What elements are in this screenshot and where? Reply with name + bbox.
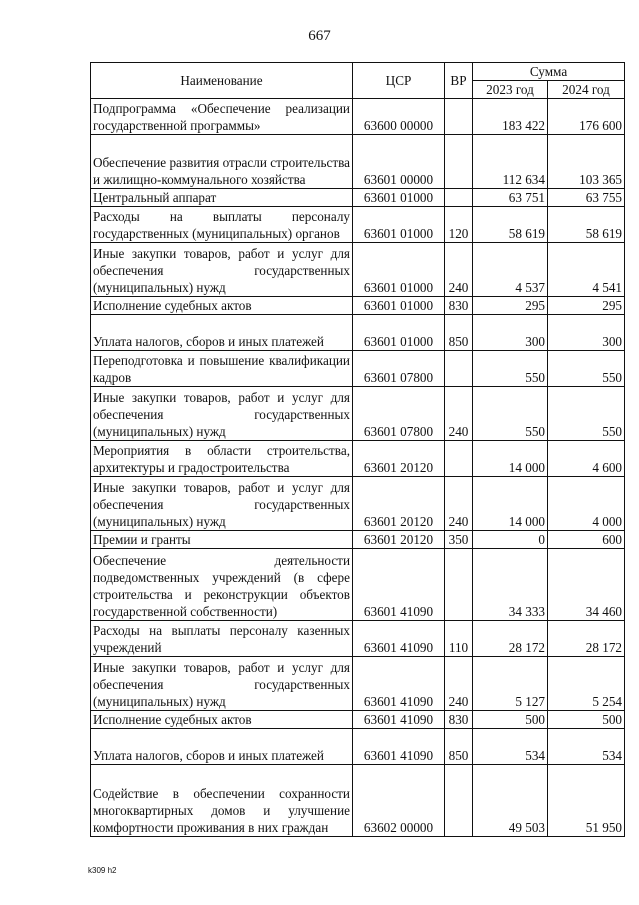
table-row (91, 99, 625, 135)
table-body (91, 99, 625, 837)
header-name: Наименование (91, 63, 353, 99)
row-name-cell: Уплата налогов, сборов и иных платежей (91, 315, 353, 351)
row-amount-2024: 550 (548, 351, 625, 387)
row-csr-cell: 63601 41090 (353, 657, 445, 711)
row-csr-cell: 63602 00000 (353, 765, 445, 837)
row-amount-2024: 58 619 (548, 207, 625, 243)
row-vr-cell: 240 (445, 477, 473, 531)
row-amount-2024: 500 (548, 711, 625, 729)
row-vr-cell: 850 (445, 729, 473, 765)
row-amount-2023: 0 (473, 531, 548, 549)
row-name-cell: Содействие в обеспечении сохранности многоквартирных домов и улучшение комфортности проживания в них граждан (91, 765, 353, 837)
row-name-cell: Центральный аппарат (91, 189, 353, 207)
header-vr: ВР (445, 63, 473, 99)
table-row (91, 765, 625, 837)
row-csr-cell: 63601 07800 (353, 351, 445, 387)
row-amount-2023: 112 634 (473, 135, 548, 189)
row-vr-cell: 120 (445, 207, 473, 243)
row-amount-2023: 28 172 (473, 621, 548, 657)
table-row (91, 189, 625, 207)
table-row (91, 297, 625, 315)
row-csr-cell: 63601 41090 (353, 549, 445, 621)
table-row (91, 657, 625, 711)
row-amount-2024: 34 460 (548, 549, 625, 621)
row-amount-2024: 600 (548, 531, 625, 549)
row-name-cell: Премии и гранты (91, 531, 353, 549)
row-vr-cell: 240 (445, 387, 473, 441)
row-amount-2024: 63 755 (548, 189, 625, 207)
row-amount-2024: 4 600 (548, 441, 625, 477)
row-vr-cell: 830 (445, 297, 473, 315)
table-row (91, 531, 625, 549)
row-amount-2024: 295 (548, 297, 625, 315)
row-amount-2023: 14 000 (473, 477, 548, 531)
row-amount-2024: 51 950 (548, 765, 625, 837)
row-amount-2023: 63 751 (473, 189, 548, 207)
row-vr-cell (445, 549, 473, 621)
row-amount-2024: 103 365 (548, 135, 625, 189)
row-name-cell: Иные закупки товаров, работ и услуг для обеспечения государственных (муниципальных) нужд (91, 477, 353, 531)
row-vr-cell (445, 351, 473, 387)
row-vr-cell (445, 99, 473, 135)
row-vr-cell: 350 (445, 531, 473, 549)
row-csr-cell: 63601 20120 (353, 477, 445, 531)
row-csr-cell: 63601 41090 (353, 711, 445, 729)
row-vr-cell: 240 (445, 243, 473, 297)
row-vr-cell (445, 441, 473, 477)
row-amount-2023: 300 (473, 315, 548, 351)
row-csr-cell: 63601 01000 (353, 243, 445, 297)
row-amount-2023: 58 619 (473, 207, 548, 243)
row-amount-2024: 534 (548, 729, 625, 765)
table-row (91, 711, 625, 729)
table-row (91, 477, 625, 531)
row-name-cell: Исполнение судебных актов (91, 711, 353, 729)
row-csr-cell: 63601 41090 (353, 621, 445, 657)
row-name-cell: Обеспечение деятельности подведомственных учреждений (в сфере строительства и реконструкции объектов государственной собственности) (91, 549, 353, 621)
row-amount-2023: 14 000 (473, 441, 548, 477)
row-amount-2023: 183 422 (473, 99, 548, 135)
row-name-cell: Уплата налогов, сборов и иных платежей (91, 729, 353, 765)
row-vr-cell: 830 (445, 711, 473, 729)
row-amount-2023: 34 333 (473, 549, 548, 621)
footer-code: k309 h2 (88, 866, 117, 875)
row-vr-cell: 110 (445, 621, 473, 657)
row-vr-cell: 850 (445, 315, 473, 351)
row-csr-cell: 63601 01000 (353, 207, 445, 243)
row-amount-2023: 5 127 (473, 657, 548, 711)
row-csr-cell: 63600 00000 (353, 99, 445, 135)
row-amount-2024: 550 (548, 387, 625, 441)
row-name-cell: Мероприятия в области строительства, архитектуры и градостроительства (91, 441, 353, 477)
header-sum: Сумма (473, 63, 625, 81)
row-csr-cell: 63601 01000 (353, 315, 445, 351)
row-amount-2023: 4 537 (473, 243, 548, 297)
row-vr-cell (445, 189, 473, 207)
row-amount-2023: 534 (473, 729, 548, 765)
row-amount-2024: 4 000 (548, 477, 625, 531)
row-name-cell: Иные закупки товаров, работ и услуг для обеспечения государственных (муниципальных) нужд (91, 657, 353, 711)
page-number: 667 (308, 28, 331, 44)
row-amount-2023: 550 (473, 387, 548, 441)
table-header (91, 63, 625, 99)
row-name-cell: Исполнение судебных актов (91, 297, 353, 315)
table-row (91, 315, 625, 351)
row-amount-2024: 4 541 (548, 243, 625, 297)
row-name-cell: Расходы на выплаты персоналу казенных учреждений (91, 621, 353, 657)
row-name-cell: Иные закупки товаров, работ и услуг для обеспечения государственных (муниципальных) нужд (91, 387, 353, 441)
table-row (91, 387, 625, 441)
table-row (91, 135, 625, 189)
row-amount-2023: 500 (473, 711, 548, 729)
row-amount-2024: 28 172 (548, 621, 625, 657)
header-year-2023: 2023 год (473, 81, 548, 99)
table-row (91, 243, 625, 297)
row-csr-cell: 63601 01000 (353, 297, 445, 315)
row-csr-cell: 63601 20120 (353, 531, 445, 549)
row-csr-cell: 63601 01000 (353, 189, 445, 207)
row-amount-2023: 49 503 (473, 765, 548, 837)
table-row (91, 351, 625, 387)
row-name-cell: Подпрограмма «Обеспечение реализации государственной программы» (91, 99, 353, 135)
row-name-cell: Обеспечение развития отрасли строительства и жилищно-коммунального хозяйства (91, 135, 353, 189)
row-amount-2023: 550 (473, 351, 548, 387)
table-row (91, 729, 625, 765)
budget-table (90, 62, 625, 837)
table-row (91, 441, 625, 477)
row-csr-cell: 63601 20120 (353, 441, 445, 477)
row-name-cell: Иные закупки товаров, работ и услуг для обеспечения государственных (муниципальных) нужд (91, 243, 353, 297)
row-vr-cell (445, 135, 473, 189)
row-name-cell: Расходы на выплаты персоналу государственных (муниципальных) органов (91, 207, 353, 243)
row-amount-2024: 300 (548, 315, 625, 351)
table-row (91, 621, 625, 657)
row-amount-2023: 295 (473, 297, 548, 315)
row-csr-cell: 63601 41090 (353, 729, 445, 765)
row-vr-cell: 240 (445, 657, 473, 711)
row-name-cell: Переподготовка и повышение квалификации кадров (91, 351, 353, 387)
header-year-2024: 2024 год (548, 81, 625, 99)
row-amount-2024: 5 254 (548, 657, 625, 711)
row-csr-cell: 63601 00000 (353, 135, 445, 189)
table-row (91, 207, 625, 243)
header-csr: ЦСР (353, 63, 445, 99)
table-row (91, 549, 625, 621)
row-amount-2024: 176 600 (548, 99, 625, 135)
row-csr-cell: 63601 07800 (353, 387, 445, 441)
row-vr-cell (445, 765, 473, 837)
